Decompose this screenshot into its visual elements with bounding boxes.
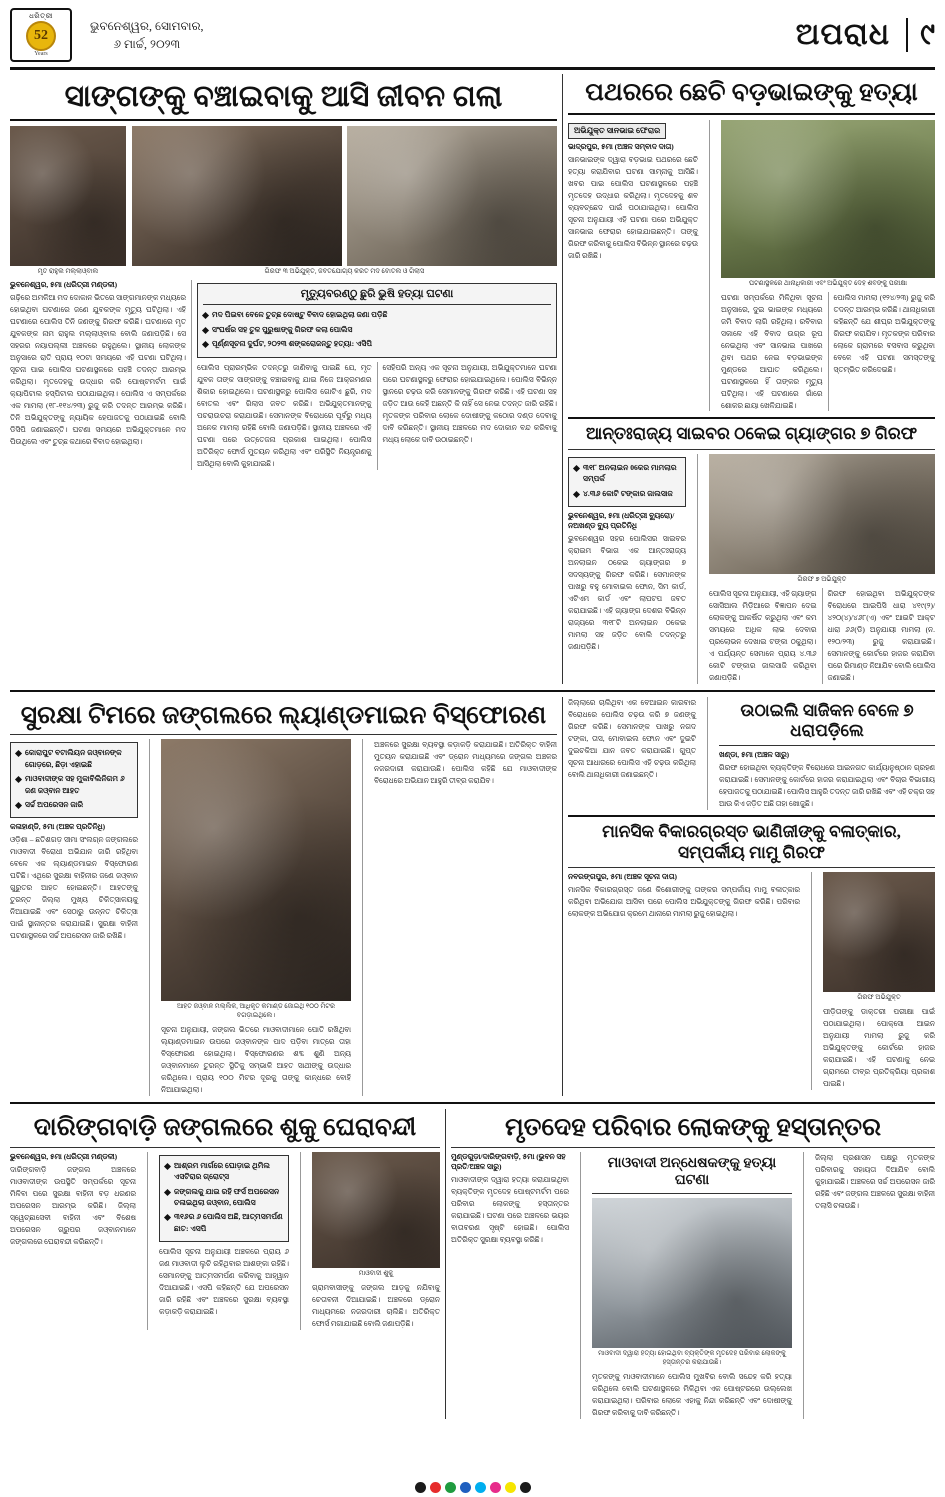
story1-bullet-1: ମଦ ପିଇବା ବେଳେ ତୁଚ୍ଛ ଦୋଷ୍ଟୁ ବିବାଦ ହୋଇଥିଲା ଜଣା ପଡ଼ିଛି [203, 309, 551, 320]
story2-col1: ସାନଭାଇଙ୍କ ଦ୍ୱାରା ବଡ଼ଭାଇ ପଥରରେ ଛେଚି ହତ୍ୟା କରାଯିବାର ଘଟଣା ସାମ୍ନାକୁ ଆସିଛି। ଖବର ପାଇ ପୋଲିସ ଘଟଣାସ୍ଥଳରେ ପହଞ୍ଚି ମୃତଦେହ ଉଦ୍ଧାର କରିଥିଲା। ମୃତଦେହକୁ ଶବ ବ୍ୟବଚ୍ଛେଦ ପାଇଁ ପଠାଯାଇଥିଲା। ପୋଲିସ ସୂଚନା ଅନୁଯାୟୀ ଏହି ଘଟଣା ପରେ ଅଭିଯୁକ୍ତ ସାନଭାଇ ଫେରାର ହୋଇଯାଇଛନ୍ତି। ତାଙ୍କୁ ଗିରଫ କରିବାକୁ ପୋଲିସ ବିଭିନ୍ନ ସ୍ଥାନରେ ଚଢ଼ଉ ଜାରି ରଖିଛି। [568, 154, 698, 260]
story6-photo-accused [823, 872, 935, 992]
story1-bullet-3: ପୂର୍ଣ୍ଣସୂଚନା ଦୁର୍ଘଟ, ୨୦୨୩ ଶଙ୍କରୋଜନ୍ତୁ ହତ୍ୟା: ଏସିପି [203, 338, 551, 349]
registration-dot [490, 1482, 501, 1493]
page-number: ୯ [906, 18, 935, 52]
story7-bullet-3: ୩୧୬ର ୬ ପୋଲିସ ଅଛି, ଆତ୍ମସମର୍ପଣ ଛାତ: ଏସପି [165, 1211, 283, 1234]
registration-dot [460, 1482, 471, 1493]
story-main-left [10, 74, 557, 684]
story4-photo-injured-jawan [161, 739, 351, 1001]
registration-dot [520, 1482, 531, 1493]
story3-headline: ଆନ୍ତଃରାଜ୍ୟ ସାଇବର ଠକେଇ ଗ୍ୟାଙ୍ଗର ୭ ଗିରଫ [585, 424, 918, 444]
story2-dateline: ଭାଦ୍ରପୁର, ୫ମା (ଅଞ୍ଚଳ ସମ୍ବାଦ ଦାତା) [568, 141, 674, 151]
story7-photo-caption: ମାଓବାଦୀ ଶୁକୁ [358, 1269, 394, 1277]
story6-photo-caption: ଗିରଫ ଅଭିଯୁକ୍ତ [857, 994, 901, 1002]
logo-title: ଧରିତ୍ରୀ [29, 12, 53, 20]
story3-col1: ଭୁବନେଶ୍ୱର ସହର ପୋଲିସର ସାଇବର କ୍ରାଇମ ବିଭାଗ ଏକ ଆନ୍ତଃରାଜ୍ୟ ଅନଲାଇନ ଠକେଇ ଗ୍ୟାଙ୍ଗର ୭ ସଦସ୍ୟଙ୍କୁ ଗିରଫ କରିଛି। ସେମାନଙ୍କ ପାଖରୁ ବହୁ ମୋବାଇଲ ଫୋନ, ସିମ କାର୍ଡ, ଏଟିଏମ କାର୍ଡ ଏବଂ ଲାପଟପ ଜବତ କରାଯାଇଛି। ଏହି ଗ୍ୟାଙ୍ଗ ଦେଶର ବିଭିନ୍ନ ରାଜ୍ୟରେ ୩୧୮ଟି ଅନଲାଇନ ଠକେଇ ମାମଲା ସହ ଜଡ଼ିତ ବୋଲି ତଦନ୍ତରୁ ଜଣାପଡ଼ିଛି। [568, 534, 686, 651]
story2-tag: ଅଭିଯୁକ୍ତ ସାନଭାଇ ଫେରାର [568, 123, 666, 139]
story8-photo-caption: ମାଓବାଦୀ ଦ୍ୱାରା ହତ୍ୟା ହୋଇଥିବା ବ୍ୟକ୍ତିଙ୍କ ମୃତଦେହ ପରିବାର ଲୋକଙ୍କୁ ହସ୍ତାନ୍ତର କରାଯାଉଛି। [598, 1350, 786, 1367]
story1-photo-accused [132, 126, 342, 266]
story5-col2: ଗିରଫ ହୋଇଥିବା ବ୍ୟକ୍ତିଙ୍କ ବିରୋଧରେ ଆଇନଗତ କାର୍ଯ୍ୟାନୁଷ୍ଠାନ ଗ୍ରହଣ କରାଯାଇଛି। ସେମାନଙ୍କୁ କୋର୍ଟରେ ହାଜର କରାଯାଇଥିଲା ଏବଂ ବିଚାର ବିଭାଗୀୟ ହେପାଜତକୁ ପଠାଯାଇଛି। ପୋଲିସ ଆହୁରି ତଦନ୍ତ ଜାରି ରଖିଛି ଏବଂ ଏହି ଚକ୍ର ସହ ଆଉ କିଏ ଜଡ଼ିତ ଅଛି ତାହା ଖୋଜୁଛି। [719, 763, 935, 809]
story-column-right [568, 74, 935, 684]
story2-col2: ଘଟଣା ସମ୍ପର୍କରେ ମିଳିଥିବା ସୂଚନା ଅନୁସାରେ, ଦୁଇ ଭାଇଙ୍କ ମଧ୍ୟରେ ଜମି ବିବାଦ ଲାଗି ରହିଥିଲା। ରବିବାର ସକାଳେ ଏହି ବିବାଦ ଉଗ୍ର ରୂପ ନେଇଥିଲା ଏବଂ ସାନଭାଇ ପାଖରେ ଥିବା ପଥର ନେଇ ବଡ଼ଭାଇଙ୍କ ମୁଣ୍ଡରେ ଆଘାତ କରିଥିଲେ। ଘଟଣାସ୍ଥଳରେ ହିଁ ତାଙ୍କର ମୃତ୍ୟୁ ଘଟିଥିଲା। ଏହି ଘଟଣାରେ ଗାଁରେ ଶୋକର ଛାୟା ଖେଳିଯାଇଛି। [721, 292, 823, 410]
story4-block [10, 697, 557, 1096]
story7-bullet-1: ଆଶ୍ରମ ମାର୍ଗରେ ଘୋଡ଼ାଇ ଥିମିଲ ଏସଟିରାର ଗ୍ରୋଟ୍ସ [165, 1160, 283, 1183]
story1-col2: ପୋଲିସ ପ୍ରାରମ୍ଭିକ ତଦନ୍ତରୁ ଜାଣିବାକୁ ପାଇଛି ଯେ, ମୃତ ଯୁବକ ତାଙ୍କ ସାଙ୍ଗଙ୍କୁ ବଞ୍ଚାଇବାକୁ ଯାଇ ନିଜେ ଆକ୍ରମଣର ଶିକାର ହୋଇଥିଲେ। ଘଟଣାସ୍ଥଳରୁ ପୋଲିସ ଗୋଟିଏ ଛୁରି, ମଦ ବୋତଲ ଏବଂ ଗିଲାସ ଜବତ କରିଛି। ଅଭିଯୁକ୍ତମାନଙ୍କୁ ପଚରାଉଚରା କରାଯାଉଛି। ସେମାନଙ୍କ ବିରୋଧରେ ପୂର୍ବରୁ ମଧ୍ୟ ଅନେକ ମାମଲା ରହିଛି ବୋଲି ଜଣାପଡ଼ିଛି। ସ୍ଥାନୀୟ ଅଞ୍ଚଳରେ ଏହି ଘଟଣା ପରେ ଉତ୍ତେଜନା ପ୍ରକାଶ ପାଇଥିଲା। ପୋଲିସ ଅତିରିକ୍ତ ଫୋର୍ସ ମୁତୟନ କରିଥିଲା ଏବଂ ପରିସ୍ଥିତି ନିୟନ୍ତ୍ରଣକୁ ଆସିଥିଲା ବୋଲି କୁହାଯାଇଛି। [197, 362, 372, 468]
story7-col3: ଗ୍ରାମବାସୀଙ୍କୁ ଜଙ୍ଗଲ ଆଡ଼କୁ ନଯିବାକୁ ଚେତାବନୀ ଦିଆଯାଇଛି। ଅଞ୍ଚଳରେ ଡ୍ରୋନ ମାଧ୍ୟମରେ ନଜରଦାରୀ ଚାଲିଛି। ଅତିରିକ୍ତ ଫୋର୍ସ ମଗାଯାଇଛି ବୋଲି ଜଣାପଡ଼ିଛି। [312, 1282, 440, 1328]
story7-dateline: ଭୁବନେଶ୍ୱର, ୫ମା (ଧରିତ୍ରୀ ମଣ୍ଡଳୀ) [10, 1151, 118, 1161]
story8-col1: ମାଓବାଦୀଙ୍କ ଦ୍ୱାରା ହତ୍ୟା କରାଯାଇଥିବା ବ୍ୟକ୍ତିଙ୍କ ମୃତଦେହ ପୋଷ୍ଟମର୍ଟମ ପରେ ପରିବାର ଲୋକଙ୍କୁ ହସ୍ତାନ୍ତର କରାଯାଇଛି। ଘଟଣା ପରେ ଅଞ୍ଚଳରେ ଭୟର ବାତାବରଣ ସୃଷ୍ଟି ହୋଇଛି। ପୋଲିସ ଅତିରିକ୍ତ ସୁରକ୍ଷା ବ୍ୟବସ୍ଥା କରିଛି। [451, 1174, 569, 1244]
story8-col3: ଜିଲ୍ଲା ପ୍ରଶାସନ ପକ୍ଷରୁ ମୃତକଙ୍କ ପରିବାରକୁ ସହାୟତା ଦିଆଯିବ ବୋଲି କୁହାଯାଇଛି। ଅଞ୍ଚଳରେ ସର୍ଚ୍ଚ ଅପରେସନ ଜାରି ରହିଛି ଏବଂ ଜଙ୍ଗଲ ଅଞ୍ଚଳରେ ସୁରକ୍ଷା ବାହିନୀ ତଲାସି ଚଳାଉଛି। [815, 1152, 935, 1210]
story1-photo-seized-items [347, 126, 557, 266]
story4-dateline: କଳାହାଣ୍ଡି, ୫ମା (ଅଞ୍ଚଳ ପ୍ରତିନିଧି) [10, 822, 106, 832]
logo-anniversary-number: 52 [26, 21, 56, 51]
registration-dot [475, 1482, 486, 1493]
story1-photo1-caption: ମୃତ ରାହୁଲ ମଲ୍ଲାଓ୍ବାଲ [37, 267, 99, 275]
masthead-dateline [82, 17, 212, 53]
story4-col1: ଓଡ଼ିଶା – ଛତିଶଗଡ଼ ସୀମା ସଂଲଗ୍ନ ଜଙ୍ଗଲରେ ମାଓବାଦୀ ବିରୋଧୀ ଅଭିଯାନ ଜାରି ରହିଥିବା ବେଳେ ଏକ ଲ୍ୟାଣ୍ଡମାଇନ ବିସ୍ଫୋରଣ ଘଟିଛି। ଏଥିରେ ସୁରକ୍ଷା ବାହିନୀର ଜଣେ ଜଓ୍ବାନ ଗୁରୁତର ଆହତ ହୋଇଛନ୍ତି। ଆହତଙ୍କୁ ତୁରନ୍ତ ଜିଲ୍ଲା ମୁଖ୍ୟ ଚିକିତ୍ସାଳୟକୁ ନିଆଯାଇଛି ଏବଂ ସେଠାରୁ ଉନ୍ନତ ଚିକିତ୍ସା ପାଇଁ ସ୍ଥାନାନ୍ତର କରାଯାଇଛି। ସୁରକ୍ଷା ବାହିନୀ ଘଟଣାସ୍ଥଳରେ ସର୍ଚ୍ଚ ଅପରେସନ ଜାରି ରଖିଛି। [10, 835, 138, 941]
story8-block [451, 1109, 935, 1419]
story4-col2: ସୂଚନା ଅନୁଯାୟୀ, ଜଙ୍ଗଲ ଭିତରେ ମାଓବାଦୀମାନେ ପୋତି ରଖିଥିବା ଲ୍ୟାଣ୍ଡମାଇନ ଉପରେ ଜଓ୍ବାନଙ୍କ ପାଦ ପଡ଼ିବା ମାତ୍ରେ ତାହା ବିସ୍ଫୋରଣ ହୋଇଥିଲା। ବିସ୍ଫୋରଣର ଶବ୍ଦ ଶୁଣି ଅନ୍ୟ ଜଓ୍ବାନମାନେ ତୁରନ୍ତ ସ୍ଥିତିକୁ ସମ୍ଭାଳି ଆହତ ସାଥୀଙ୍କୁ ଉଦ୍ଧାର କରିଥିଲେ। ପ୍ରାୟ ୧୦୦ ମିଟର ଦୂରକୁ ତାଙ୍କୁ କାନ୍ଧରେ ବୋହି ନିଆଯାଇଥିଲା। [161, 1025, 351, 1095]
story4-bullet-1: କୋରାପୁଟ ବଟାଲିୟନ ଜଓ୍ବାନଙ୍କ ଗୋଡ଼ରେ, ଛିଡ଼ା ଏହାଇଛି [16, 747, 132, 770]
story3-photo-arrested [709, 454, 935, 574]
story3-dateline: ଭୁବନେଶ୍ୱର, ୫ମା (ଧରିତ୍ରୀ ବ୍ୟୁରୋ)/ ନଅଖଣ୍ଡ ବ୍ୟୁ ପ୍ରତିନିଧି [568, 511, 675, 531]
story5-col1: ଜିଲ୍ଲାରେ ଚାଲିଥିବା ଏକ ବେଆଇନ କାରବାର ବିରୋଧରେ ପୋଲିସ ଚଢ଼ଉ କରି ୭ ଜଣଙ୍କୁ ଗିରଫ କରିଛି। ସେମାନଙ୍କ ପାଖରୁ ନଗଦ ଟଙ୍କା, ତାସ, ମୋବାଇଲ ଫୋନ ଏବଂ ଦୁଇଟି ଦୁଇଚକିଆ ଯାନ ଜବତ କରାଯାଇଛି। ଗୁପ୍ତ ସୂଚନା ଆଧାରରେ ପୋଲିସ ଏହି ଚଢ଼ଉ କରିଥିଲା ବୋଲି ଥାନାଧିକାରୀ ଜଣାଇଛନ୍ତି। [568, 697, 696, 779]
story6-col2: ପୀଡ଼ିତାଙ୍କୁ ଡାକ୍ତରୀ ପରୀକ୍ଷା ପାଇଁ ପଠାଯାଇଥିଲା। ପୋକ୍ସୋ ଆଇନ ଅନୁଯାୟୀ ମାମଲା ରୁଜୁ କରି ଅଭିଯୁକ୍ତଙ୍କୁ କୋର୍ଟରେ ହାଜର କରାଯାଇଛି। ଏହି ଘଟଣାକୁ ନେଇ ଗ୍ରାମରେ ତୀବ୍ର ପ୍ରତିକ୍ରିୟା ପ୍ରକାଶ ପାଇଛି। [823, 1007, 935, 1088]
story1-photo2-caption: ଗିରଫ ୩ ଅଭିଯୁକ୍ତ, ଜବତଯୋଗ୍ୟ କରତ ମଦ ବୋତଲ ଓ ଗିଲାସ [264, 267, 425, 275]
dateline-place: ଭୁବନେଶ୍ୱର, ସୋମବାର, [90, 18, 204, 33]
dateline-date: ୬ ମାର୍ଚ୍ଚ, ୨୦୨୩ [113, 36, 181, 51]
story6-dateline: ନବରଙ୍ଗପୁର, ୫ମା (ଅଞ୍ଚଳ ସୂଚନା ଦାତା) [568, 872, 677, 882]
story7-bullet-2: ଜଙ୍ଗଲକୁ ଯାଇ ରହି ଫର୍ସ ଅପରେସନ ଚଳାଇଥିଲା ଜଓ୍ବାନ, ପୋଲିସ [165, 1186, 283, 1209]
story3-col2: ପୋଲିସ ସୂଚନା ଅନୁଯାୟୀ, ଏହି ଗ୍ୟାଙ୍ଗ ସୋସିଆଲ ମିଡ଼ିଆରେ ବିଜ୍ଞାପନ ଦେଇ ଲୋକଙ୍କୁ ଆକର୍ଷିତ କରୁଥିଲା ଏବଂ କମ ସମୟରେ ଅଧିକ ଲାଭ ଦେବାର ପ୍ରଲୋଭନ ଦେଖାଇ ଟଙ୍କା ଠକୁଥିଲା। ଏ ପର୍ଯ୍ୟନ୍ତ ସେମାନେ ପ୍ରାୟ ୪.୩୬ କୋଟି ଟଙ୍କାର ଜାଲସାଜି କରିଥିବା ଜଣାପଡ଼ିଛି। [709, 588, 817, 682]
newspaper-logo [10, 8, 72, 62]
story5-headline: ଉଠାଇଲି ସାଜିକନ ବେଳେ ୭ ଧରାପଡ଼ିଲେ [740, 700, 914, 741]
story8-dateline: ମୁଣ୍ଡଗୁଡ଼ା/ଦାରିଙ୍ଗବାଡ଼ି, ୫ମା (ଭୁବନ ସହ ପ୍ରତି/ଅଞ୍ଚଳ ସାରୁ) [451, 1151, 566, 1171]
story6-headline: ମାନସିକ ବିକାରଗ୍ରସ୍ତ ଭାଣିଜୀଙ୍କୁ ବଳାତ୍କାର, ସମ୍ପର୍କୀୟ ମାମୁ ଗିରଫ [602, 822, 901, 862]
story5-6-block [568, 697, 935, 1096]
story7-col2: ପୋଲିସ ସୂଚନା ଅନୁଯାୟୀ ଅଞ୍ଚଳରେ ପ୍ରାୟ ୬ ଜଣ ମାଓବାଦୀ ଲୁଚି ରହିଥିବାର ଆଶଙ୍କା ରହିଛି। ସେମାନଙ୍କୁ ଆତ୍ମସମର୍ପଣ କରିବାକୁ ଆହ୍ୱାନ ଦିଆଯାଇଛି। ଏସପି କହିଛନ୍ତି ଯେ ଅପରେସନ ଜାରି ରହିଛି ଏବଂ ଅଞ୍ଚଳରେ ସୁରକ୍ଷା ବ୍ୟବସ୍ଥା କଡ଼ାକଡ଼ି କରାଯାଇଛି। [159, 1247, 289, 1317]
story7-headline: ଦାରିଙ୍ଗବାଡ଼ି ଜଙ୍ଗଲରେ ଶୁକୁ ଘେରାବନ୍ଦୀ [33, 1114, 417, 1142]
story4-bullet-3: ସର୍ଚ୍ଚ ଅପରେସନ ଜାରି [16, 799, 132, 810]
story3-photo-caption: ଗିରଫ ୭ ଅଭିଯୁକ୍ତ [797, 575, 847, 583]
story3-col3: ଗିରଫ ହୋଇଥିବା ଅଭିଯୁକ୍ତଙ୍କ ବିରୋଧରେ ଆଇପିସି ଧାରା ୪୧୯(୨)/୪୨୦(୪)/୪୬୮(ଏ) ଏବଂ ଆଇଟି ଆକ୍ଟ ଧାରା ୬୬(ଡି) ଅନୁଯାୟୀ ମାମଲା (ନ. ୧୨୦/୨୩) ରୁଜୁ କରାଯାଇଛି। ସେମାନଙ୍କୁ କୋର୍ଟରେ ହାଜର କରାଯିବା ପରେ ରିମାଣ୍ଡ ନିଆଯିବ ବୋଲି ପୋଲିସ ଜଣାଇଛି। [827, 588, 935, 682]
story1-byline: ଭୁବନେଶ୍ୱର, ୫ମା (ଧରିତ୍ରୀ ମଣ୍ଡଳୀ) [10, 280, 118, 290]
story8-photo-body-handover [592, 1198, 792, 1348]
story8-headline: ମୃତଦେହ ପରିବାର ଲୋକଙ୍କୁ ହସ୍ତାନ୍ତର [504, 1114, 882, 1142]
section-title: ଅପରାଧ [795, 17, 891, 51]
story1-col3: ସେହିପରି ଅନ୍ୟ ଏକ ସୂଚନା ଅନୁଯାୟୀ, ଅଭିଯୁକ୍ତମାନେ ଘଟଣା ପରେ ଘଟଣାସ୍ଥଳରୁ ଫେରାର ହୋଇଯାଇଥିଲେ। ପୋଲିସ ବିଭିନ୍ନ ସ୍ଥାନରେ ଚଢ଼ଉ କରି ସେମାନଙ୍କୁ ଗିରଫ କରିଛି। ଏହି ଘଟଣା ସହ ଜଡ଼ିତ ଆଉ କେହି ଅଛନ୍ତି କି ନାହିଁ ସେ ନେଇ ତଦନ୍ତ ଜାରି ରହିଛି। ମୃତକଙ୍କ ପରିବାର ଲୋକେ ଦୋଷୀଙ୍କୁ କଠୋର ଦଣ୍ଡ ଦେବାକୁ ଦାବି କରିଛନ୍ତି। ସ୍ଥାନୀୟ ଅଞ୍ଚଳରେ ମଦ ଦୋକାନ ବନ୍ଦ କରିବାକୁ ମଧ୍ୟ ଲୋକେ ଦାବି ଉଠାଇଛନ୍ତି। [382, 362, 557, 444]
story4-headline: ସୁରକ୍ଷା ଟିମରେ ଜଙ୍ଗଲରେ ଲ୍ୟାଣ୍ଡମାଇନ ବିସ୍ଫୋରଣ [20, 701, 547, 729]
story2-col3: ପୋଲିସ ମାମଲା (୧୨୪/୨୩) ରୁଜୁ କରି ତଦନ୍ତ ଆରମ୍ଭ କରିଛି। ଥାନାଧିକାରୀ କହିଛନ୍ତି ଯେ ଶୀଘ୍ର ଅଭିଯୁକ୍ତଙ୍କୁ ଗିରଫ କରାଯିବ। ମୃତକଙ୍କ ପରିବାର ଲୋକେ ଗ୍ରାମରେ ବସବାସ କରୁଥିବା ବେଳେ ଏହି ଘଟଣା ସମସ୍ତଙ୍କୁ ସ୍ତମ୍ଭିତ କରିଦେଇଛି। [833, 292, 935, 374]
registration-dot [430, 1482, 441, 1493]
story4-highlight-box [10, 742, 138, 818]
story7-photo-maoist [312, 1152, 440, 1268]
story7-col1: ଦାରିଙ୍ଗବାଡ଼ି ଜଙ୍ଗଲ ଅଞ୍ଚଳରେ ମାଓବାଦୀଙ୍କ ଉପସ୍ଥିତି ସମ୍ପର୍କରେ ସୂଚନା ମିଳିବା ପରେ ସୁରକ୍ଷା ବାହିନୀ ବଡ଼ ଧରଣର ଅପରେସନ ଆରମ୍ଭ କରିଛି। ଜିଲ୍ଲା ସ୍ୱେଚ୍ଛାସେବୀ ବାହିନୀ ଏବଂ ବିଶେଷ ଅପରେସନ ଗ୍ରୁପର ଜଓ୍ବାନମାନେ ଜଙ୍ଗଲରେ ଘେରାବନ୍ଦୀ କରିଛନ୍ତି। [10, 1164, 136, 1246]
registration-dot [445, 1482, 456, 1493]
story7-block [10, 1109, 440, 1419]
logo-years-label: Years [34, 51, 48, 57]
color-registration-marks [415, 1482, 531, 1493]
story7-highlight-box [159, 1155, 289, 1242]
masthead [10, 6, 935, 70]
story1-headline: ସାଙ୍ଗଙ୍କୁ ବଞ୍ଚାଇବାକୁ ଆସି ଜୀବନ ଗଲା [64, 80, 503, 113]
story3-bullet-2: ୪.୩୬ କୋଟି ଟଙ୍କାର ଜାଲସାଜ [574, 488, 680, 499]
story4-bullet-2: ମାଓବାଦୀଙ୍କ ସହ ମୁକାବିଲିନିଗମ ୬ ଜଣ ଜଓ୍ବାନ ଆହତ [16, 773, 132, 796]
story4-photo-caption: ଆହତ ଜଓ୍ବାନ ମଲ୍ଲିକ, ଆଧିକୃତ କମାଣ୍ଡ ଜୋଇଥି ୧୦୦ ମିଟର ବଗଡ଼ାଇଥିଲେ। [177, 1003, 335, 1020]
story1-highlight-box [197, 283, 557, 357]
story2-photo-caption: ଘଟଣାସ୍ଥଳରେ ଥାନାଧିକାରୀ ଏବଂ ଅଭିଯୁକ୍ତ ଦେହ ଶବଙ୍କୁ ପରୀକ୍ଷା [748, 279, 908, 287]
story2-photo-crime-scene [721, 120, 935, 278]
story3-highlight-box [568, 457, 686, 507]
story8-subhead: ମାଓବାଦୀ ଅନ୍ଧେଷକଙ୍କୁ ହତ୍ୟା ଘଟଣା [607, 1155, 777, 1188]
story5-dateline: ଖଣ୍ଡା, ୫ମା (ଅଞ୍ଚଳ ସାରୁ) [719, 750, 790, 760]
story1-box-title: ମୃତ୍ୟୁବରଣ୍ଠୁ ଛୁରି ଭୁଷି ହତ୍ୟା ଘଟଣା [203, 288, 551, 305]
story6-col1: ମାନସିକ ବିକାରଗ୍ରସ୍ତ ଜଣେ କିଶୋରୀଙ୍କୁ ତାଙ୍କର ସମ୍ପର୍କୀୟ ମାମୁ ବଳାତ୍କାର କରିଥିବା ଅଭିଯୋଗ ଆସିବା ପରେ ପୋଲିସ ଅଭିଯୁକ୍ତଙ୍କୁ ଗିରଫ କରିଛି। ପରିବାର ଲୋକଙ୍କ ଅଭିଯୋଗ କ୍ରମେ ଥାନାରେ ମାମଲା ରୁଜୁ ହୋଇଥିଲା। [568, 885, 800, 919]
story3-bullet-1: ୩୧୮ ଅନଲାଇନ 06କର ମାମଲାର ସମ୍ପର୍କ [574, 462, 680, 485]
story8-col2: ମୃତକଙ୍କୁ ମାଓବାଦୀମାନେ ପୋଲିସ ମୁଖବିର ବୋଲି ସନ୍ଦେହ କରି ହତ୍ୟା କରିଥିଲେ ବୋଲି ଘଟଣାସ୍ଥଳରେ ମିଳିଥିବା ଏକ ପୋଷ୍ଟରରେ ଉଲ୍ଲେଖ କରାଯାଇଥିଲା। ପରିବାର ଲୋକେ ଏହାକୁ ନିନ୍ଦା କରିଛନ୍ତି ଏବଂ ଦୋଷୀଙ୍କୁ ଗିରଫ କରିବାକୁ ଦାବି କରିଛନ୍ତି। [592, 1372, 792, 1418]
story2-headline: ପଥରରେ ଛେଚି ବଡ଼ଭାଇଙ୍କୁ ହତ୍ୟା [585, 79, 918, 106]
registration-dot [415, 1482, 426, 1493]
story1-photo-victim [10, 126, 126, 266]
story4-col3: ଅଞ୍ଚଳରେ ସୁରକ୍ଷା ବ୍ୟବସ୍ଥା କଡ଼ାକଡ଼ି କରାଯାଇଛି। ଅତିରିକ୍ତ ବାହିନୀ ମୁତୟନ କରାଯାଇଛି ଏବଂ ଡ୍ରୋନ ମାଧ୍ୟମରେ ଜଙ୍ଗଲ ଅଞ୍ଚଳର ନଜରଦାରୀ କରାଯାଉଛି। ପୋଲିସ କହିଛି ଯେ ମାଓବାଦୀଙ୍କ ବିରୋଧରେ ଅଭିଯାନ ଆହୁରି ତୀବ୍ର କରାଯିବ। [374, 740, 557, 786]
story1-bullet-2: ସଂଘର୍ଷର ସହ ତୁଳ ପୁରୁଷାଙ୍କୁ ଗିରଫ କଲା ପୋଲିସ [203, 324, 551, 335]
registration-dot [505, 1482, 516, 1493]
story1-col1: ଗଢ଼ିରେ ଅମଳିଆ ମଦ ଦୋକାନ ଭିତରେ ସାଙ୍ଗମାନଙ୍କ ମଧ୍ୟରେ ହୋଇଥିବା ଘଟଣାରେ ଜଣେ ଯୁବକଙ୍କ ମୃତ୍ୟୁ ଘଟିଥିଲା। ଏହି ଘଟଣାରେ ପୋଲିସ ତିନି ଜଣଙ୍କୁ ଗିରଫ କରିଛି। ଘଟଣାରେ ମୃତ ଯୁବକଙ୍କ ନାମ ରାହୁଲ ମଲ୍ଲାଓ୍ବାଲ ବୋଲି ଜଣାପଡ଼ିଛି। ସେ ସହରର ନୟାପଲ୍ଲୀ ଅଞ୍ଚଳରେ ରହୁଥିଲେ। ସ୍ଥାନୀୟ ଲୋକଙ୍କ ଅନୁସାରେ ରାତି ପ୍ରାୟ ୧୦ଟା ସମୟରେ ଏହି ଘଟଣା ଘଟିଥିଲା। ସୂଚନା ପାଇ ପୋଲିସ ଘଟଣାସ୍ଥଳରେ ପହଞ୍ଚି ତଦନ୍ତ ଆରମ୍ଭ କରିଥିଲା। ମୃତଦେହକୁ ଉଦ୍ଧାର କରି ପୋଷ୍ଟମର୍ଟମ ପାଇଁ କ୍ୟାପିଟାଲ ହସ୍ପିଟାଲ ପଠାଯାଇଥିଲା। ପୋଲିସ ଏ ସମ୍ପର୍କରେ ଏକ ମାମଲା (୧୮-୧୧୪/୨୩) ରୁଜୁ କରି ତଦନ୍ତ ଆରମ୍ଭ କରିଛି। ତିନି ଅଭିଯୁକ୍ତଙ୍କୁ ନ୍ୟାୟିକ ହେପାଜତକୁ ପଠାଯାଇଛି ବୋଲି ଡିସିପି ଜଣାଇଛନ୍ତି। ଘଟଣା ସମୟରେ ଅଭିଯୁକ୍ତମାନେ ମଦ ପିଉଥିଲେ ଏବଂ ତୁଚ୍ଛ କଥାରେ ବିବାଦ ହୋଇଥିଲା। [10, 293, 186, 447]
